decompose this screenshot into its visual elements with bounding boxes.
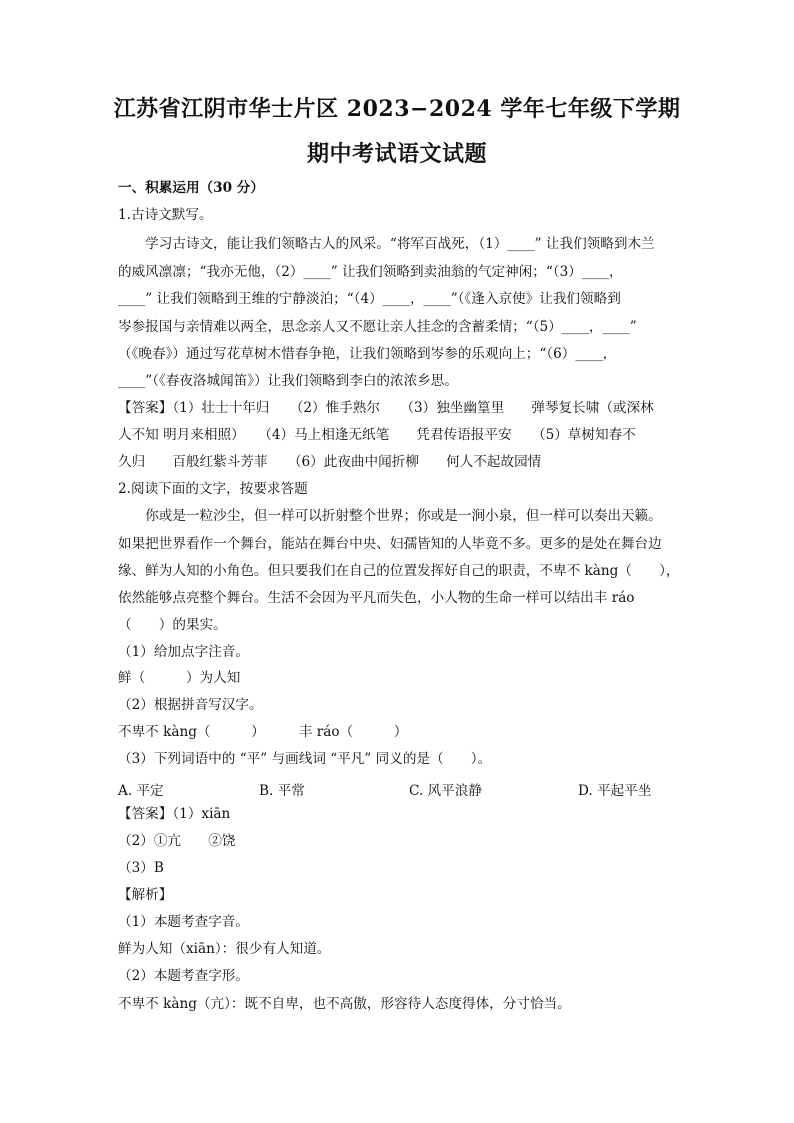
option-d: D. 平起平坐 <box>578 783 652 799</box>
question-2-answer-2: （2）①亢 ②饶 <box>118 833 236 849</box>
question-1-line: 的威风凛凛；“我亦无他，（2）____” 让我们领略到卖油翁的气定神闲；“（3）____， <box>118 264 623 280</box>
question-1-line: 学习古诗文，能让我们领略古人的风采。“将军百战死，（1）____” 让我们领略到木兰 <box>118 236 655 252</box>
question-1-line: ____” 让我们领略到王维的宁静淡泊；“（4）____，____”（《逢入京使》让我们领略到 <box>118 291 621 307</box>
option-b: B. 平常 <box>259 783 305 799</box>
subquestion-1-label: （1）给加点字注音。 <box>118 644 249 660</box>
question-2-passage-line: 缘、鲜为人知的小角色。但只要我们在自己的位置发挥好自己的职责，不卑不 kàng（ ）， <box>118 563 680 579</box>
question-2-answer-3: （3）B <box>118 860 164 876</box>
analysis-line: （1）本题考查字音。 <box>118 914 249 930</box>
subquestion-3-label: （3）下列词语中的 “平” 与画线词 “平凡” 同义的是（ ）。 <box>118 751 492 767</box>
subquestion-1-item: 鲜（ ）为人知 <box>118 670 241 686</box>
question-1-answer-line: 人不知 明月来相照） （4）马上相逢无纸笔 凭君传语报平安 （5）草树知春不 <box>118 427 636 443</box>
section-heading: 一、积累运用（30 分） <box>118 180 264 196</box>
question-2-passage-line: 如果把世界看作一个舞台，能站在舞台中央、妇孺皆知的人毕竟不多。更多的是处在舞台边 <box>118 536 662 552</box>
analysis-line: 不卑不 kàng（亢）：既不自卑，也不高傲，形容待人态度得体，分寸恰当。 <box>118 996 571 1012</box>
analysis-line: 鲜为人知（xiān）：很少有人知道。 <box>118 941 331 957</box>
question-1-line: 岑参报国与亲情难以两全，思念亲人又不愿让亲人挂念的含蓄柔情；“（5）____，____” <box>118 319 637 335</box>
question-1-answer-line: 【答案】（1）壮士十年归 （2）惟手熟尔 （3）独坐幽篁里 弹琴复长啸（或深林 <box>118 400 654 416</box>
question-2-stem: 2.阅读下面的文字，按要求答题 <box>118 481 308 497</box>
question-1-stem: 1.古诗文默写。 <box>118 207 213 223</box>
question-2-passage-line: （ ）的果实。 <box>118 617 227 633</box>
analysis-line: （2）本题考查字形。 <box>118 968 249 984</box>
question-2-answer-label: 【答案】（1）xiān <box>118 806 231 822</box>
analysis-label: 【解析】 <box>118 887 173 903</box>
question-1-line: （《晚春》）通过写花草树木惜春争艳，让我们领略到岑参的乐观向上；“（6）____， <box>118 346 617 362</box>
question-2-passage-line: 你或是一粒沙尘，但一样可以折射整个世界；你或是一涧小泉，但一样可以奏出天籁。 <box>118 508 662 524</box>
question-1-answer-line: 久归 百般红紫斗芳菲 （6）此夜曲中闻折柳 何人不起故园情 <box>118 454 542 470</box>
document-title-line2: 期中考试语文试题 <box>306 141 487 167</box>
subquestion-2-label: （2）根据拼音写汉字。 <box>118 697 263 713</box>
subquestion-2-item: 不卑不 kàng（ ） 丰 ráo（ ） <box>118 724 408 740</box>
question-1-line: ____”（《春夜洛城闻笛》）让我们领略到李白的浓浓乡思。 <box>118 373 458 389</box>
option-c: C. 风平浪静 <box>409 783 482 799</box>
option-a: A. 平定 <box>118 783 164 799</box>
document-title-line1: 江苏省江阴市华士片区 2023−2024 学年七年级下学期 <box>113 96 681 122</box>
question-2-passage-line: 依然能够点亮整个舞台。生活不会因为平凡而失色，小人物的生命一样可以结出丰 ráo <box>118 590 635 606</box>
